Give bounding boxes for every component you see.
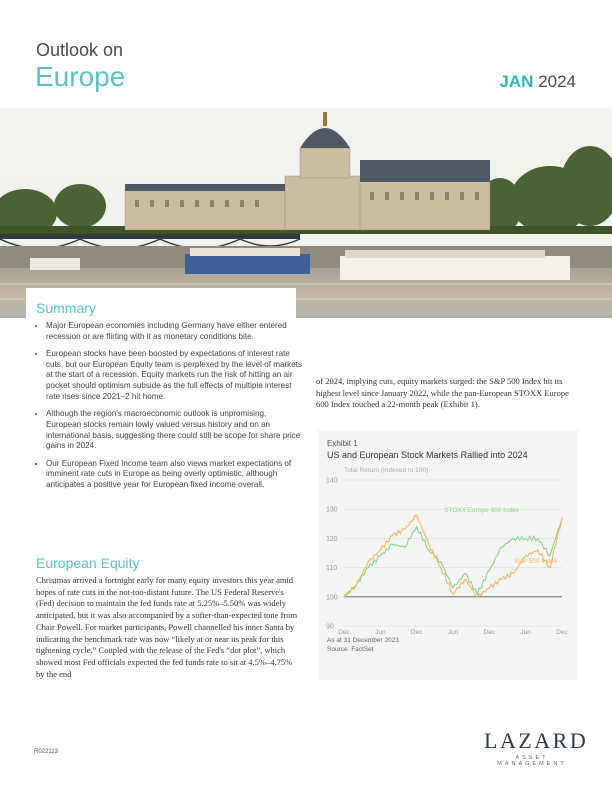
data-point (525, 555, 526, 556)
summary-heading: Summary (36, 300, 96, 316)
data-point (404, 547, 405, 548)
document-code: R022113 (34, 749, 58, 755)
exhibit-title: US and European Stock Markets Rallied into 2024 (327, 450, 528, 460)
data-point (368, 561, 369, 562)
logo-wordmark: LAZARD (484, 728, 589, 753)
y-tick-label: 130 (326, 506, 338, 514)
body-paragraph-continued: of 2024, implying cuts, equity markets surged: the S&P 500 Index hit its highest level since January 2022, while the pan-European STOXX Europe 600 Index touched a 22-month peak (Exhibit 1). (316, 376, 569, 410)
section-heading-european-equity: European Equity (36, 555, 140, 571)
data-point (489, 587, 490, 588)
y-tick-label: 110 (326, 565, 338, 573)
data-point (380, 555, 381, 556)
data-point (513, 573, 514, 574)
hero-photo-paris-seine (0, 108, 612, 318)
data-point (501, 547, 502, 548)
data-point (465, 579, 466, 580)
data-point (501, 579, 502, 580)
issue-year: 2024 (538, 72, 576, 91)
page-title: Europe (35, 61, 126, 92)
data-point (392, 535, 393, 536)
data-point (465, 573, 466, 574)
data-point (513, 538, 514, 539)
x-tick-label: Dec (556, 629, 568, 636)
x-tick-label: Jun (447, 629, 459, 636)
data-point (416, 526, 417, 527)
y-tick-label: 90 (326, 623, 334, 631)
exhibit-notes (327, 636, 399, 654)
source-note: Source: FactSet (327, 646, 374, 653)
data-point (428, 544, 429, 545)
data-point (452, 587, 453, 588)
data-point (452, 593, 453, 594)
x-tick-label: Dec (338, 629, 350, 636)
data-point (477, 596, 478, 597)
issue-date (499, 72, 576, 92)
summary-bullet: • Our European Fixed Income team also views market expectations of imminent rate cuts in Europe as being overly optimistic, although anticipates a positive year for European fixed income overall. (46, 459, 302, 491)
data-point (525, 538, 526, 539)
data-point (428, 549, 429, 550)
data-point (368, 567, 369, 568)
data-point (440, 561, 441, 562)
y-tick-label: 140 (326, 477, 338, 485)
y-tick-label: 120 (326, 535, 338, 543)
data-point (549, 567, 550, 568)
line-chart (318, 460, 578, 636)
logo-subtitle: ASSET MANAGEMENT (497, 755, 567, 767)
data-point (561, 517, 562, 518)
summary-bullet: • European stocks have been boosted by expectations of interest rate cuts, but our European Equity team is perplexed by the level of markets at the start of a recession. Equity markets run the risk of hitting an air pocket should optimism subside as the full effects of multiple interest rate rises since 2021–2 hit home. (46, 349, 302, 403)
x-tick-label: Jun (375, 629, 386, 636)
lazard-logo (484, 728, 589, 767)
data-point (356, 585, 357, 586)
summary-bullet: • Major European economies including Germany have either entered recession or are flirting with it as monetary conditions bite. (46, 321, 302, 342)
data-point (380, 549, 381, 550)
x-tick-label: Jun (520, 629, 531, 636)
data-point (489, 570, 490, 571)
issue-month: JAN (499, 72, 534, 91)
data-point (404, 529, 405, 530)
exhibit-number: Exhibit 1 (327, 439, 358, 448)
x-tick-label: Dec (483, 629, 496, 636)
summary-list (34, 321, 302, 497)
exhibit-chart-panel (318, 430, 578, 680)
header-pretitle: Outlook on (36, 40, 124, 60)
data-point (392, 544, 393, 545)
y-tick-label: 100 (326, 594, 338, 602)
series-label: STOXX Europe 600 Index (444, 507, 520, 515)
x-tick-label: Dec (410, 629, 423, 636)
series-label: S&P 500 Index (514, 558, 558, 566)
data-point (537, 549, 538, 550)
as-of-date: As at 31 December 2023 (327, 637, 399, 644)
data-point (343, 596, 344, 597)
data-point (440, 567, 441, 568)
body-paragraph: Christmas arrived a fortnight early for many equity investors this year amid hopes of rate cuts in the not-too-distant future. The US Federal Reserve's (Fed) decision to maintain the fed funds rate at 5.25%–5.50% was widely anticipated, but it was also accompanied by a softer-than-expected tone from Chair Powell. For market participants, Powell channelled his inner Santa by indicating the benchmark rate was now “likely at or near its peak for this tightening cycle.” Coupled with the release of the Fed's “dot plot”, which showed most Fed officials expected the fed funds rate to sit at 4.5%–4.75% by the end (36, 575, 298, 679)
data-point (537, 538, 538, 539)
summary-bullet: • Although the region's macroeconomic outlook is unpromising, European stocks remain lowly valued versus history and on an international basis, suggesting there could still be scope for share price gains in 2024. (46, 409, 302, 452)
summary-box (26, 288, 302, 550)
series-line-sp500 (344, 515, 562, 597)
data-point (477, 593, 478, 594)
y-axis-label: Total Return (Indexed to 100) (344, 467, 429, 474)
data-point (416, 514, 417, 515)
data-point (549, 555, 550, 556)
